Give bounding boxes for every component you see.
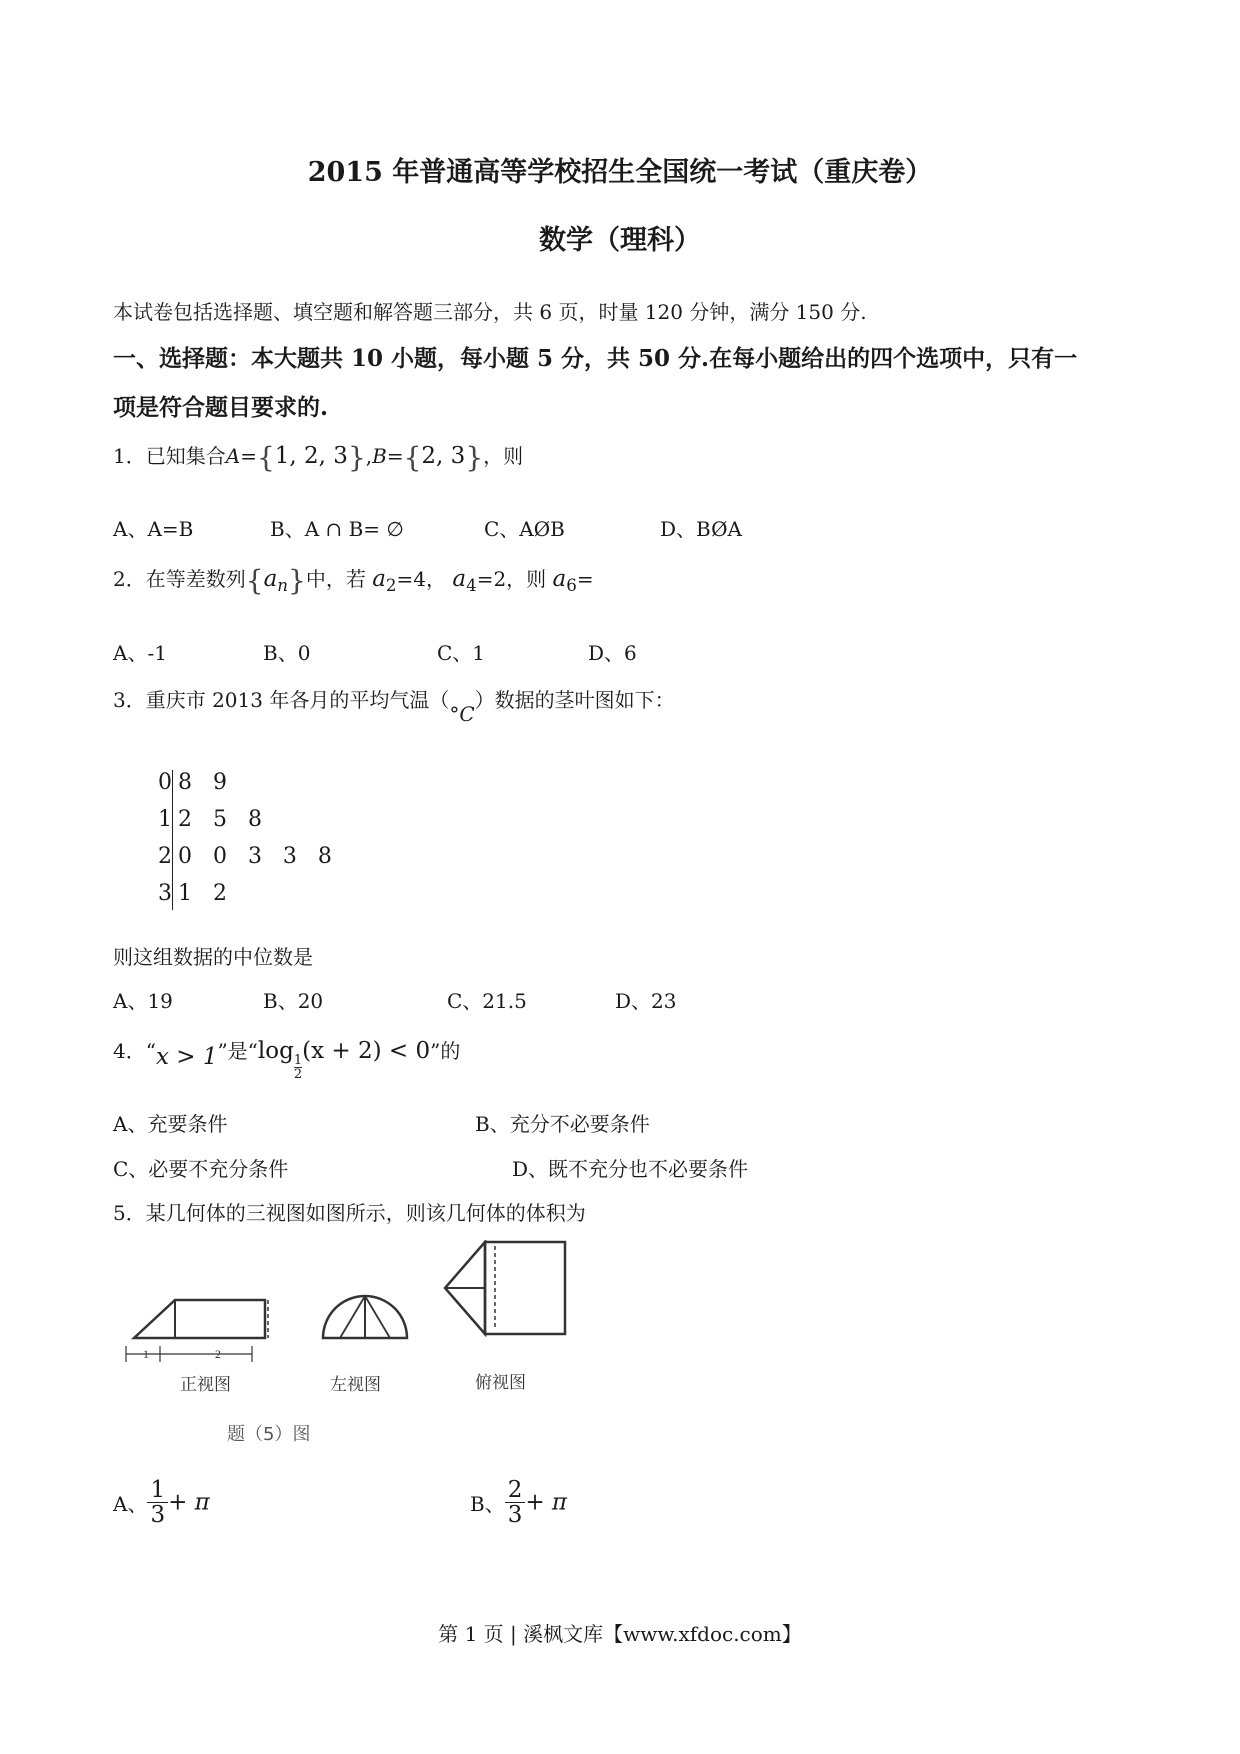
section1-heading-line2: 项是符合题目要求的. — [113, 394, 329, 421]
q4-log-base-num: 1 — [293, 1053, 303, 1068]
q1-option-d: D、BØA — [660, 517, 742, 541]
q2-option-b: B、0 — [263, 641, 311, 665]
q4-log-arg: (x + 2) < 0 — [302, 1038, 431, 1064]
q2-mid: 中，若 — [305, 567, 366, 591]
q5-option-b-tail: + π — [525, 1489, 568, 1516]
q4-stem — [113, 1035, 460, 1081]
q2-option-c: C、1 — [437, 641, 486, 665]
q2-a4-sub: 4 — [466, 576, 477, 595]
exam-title: 2015 年普通高等学校招生全国统一考试（重庆卷） — [307, 157, 933, 188]
stem-leaf-divider — [172, 770, 173, 910]
q5-option-b-den: 3 — [507, 1502, 523, 1529]
three-view-figure — [120, 1240, 620, 1460]
q4-suffix: ”的 — [430, 1039, 461, 1063]
q1-option-b: B、A ∩ B= ∅ — [270, 517, 404, 541]
q2-a6: a — [552, 566, 567, 592]
q3-text-before: 3．重庆市 2013 年各月的平均气温（ — [113, 688, 450, 712]
q2-seq: a — [263, 566, 278, 592]
q2-tail: = — [576, 567, 594, 591]
q3-option-a: A、19 — [113, 989, 173, 1013]
q1-option-c: C、AØB — [484, 517, 565, 541]
q2-a2-sub: 2 — [385, 576, 397, 595]
q1-set-a-name: A — [225, 444, 241, 468]
q1-set-a-values: 1, 2, 3 — [274, 443, 348, 469]
left-view-label: 左视图 — [330, 1375, 381, 1395]
q4-option-a: A、充要条件 — [113, 1112, 228, 1136]
q4-option-d: D、既不充分也不必要条件 — [512, 1157, 749, 1181]
q4-mid: ”是“ — [217, 1039, 258, 1063]
stem-2: 2 — [158, 844, 172, 869]
q2-stem: 2．在等差数列$\{a_n\}$中，若 $a_2=4$， $a_4=2$，则 $a_6=$ — [113, 564, 594, 597]
q2-seq-sub: n — [277, 576, 289, 595]
q2-option-d: D、6 — [588, 641, 637, 665]
page-footer: 第 1 页 | 溪枫文库【www.xfdoc.com】 — [438, 1622, 802, 1646]
q5-option-b-num: 2 — [505, 1478, 526, 1503]
intro-text: 本试卷包括选择题、填空题和解答题三部分，共 6 页，时量 120 分钟，满分 150 分. — [113, 300, 867, 324]
q3-stem — [113, 684, 675, 726]
q1-prefix: 1．已知集合 — [113, 444, 226, 468]
q1-suffix: ，则 — [483, 444, 524, 468]
dim-label-1: 1 — [143, 1347, 149, 1361]
stem-3: 3 — [158, 881, 172, 906]
q1-option-a: A、A=B — [113, 517, 194, 541]
q2-val1: =4， — [396, 567, 447, 591]
q5-option-a-num: 1 — [147, 1478, 168, 1503]
leaf-row-0: 8 9 — [178, 770, 227, 795]
q5-option-a-prefix: A、 — [113, 1492, 148, 1517]
exam-subtitle: 数学（理科） — [539, 225, 701, 256]
leaf-row-2: 0 0 3 3 8 — [178, 844, 332, 869]
q3-option-b: B、20 — [263, 989, 324, 1013]
q5-option-b-prefix: B、 — [470, 1492, 505, 1517]
q3-option-d: D、23 — [615, 989, 677, 1013]
leaf-row-1: 2 5 8 — [178, 807, 262, 832]
top-view-label: 俯视图 — [475, 1373, 526, 1393]
q2-prefix: 2．在等差数列 — [113, 567, 246, 591]
q4-log: log — [257, 1038, 294, 1064]
q5-option-a — [113, 1478, 210, 1527]
dim-label-2: 2 — [215, 1347, 221, 1361]
left-view — [323, 1296, 407, 1338]
q2-a6-sub: 6 — [566, 576, 577, 595]
figure-caption: 题（5）图 — [227, 1424, 311, 1445]
q2-a2: a — [372, 566, 386, 592]
q3-question: 则这组数据的中位数是 — [113, 945, 313, 969]
q5-option-b — [470, 1478, 567, 1527]
q3-option-c: C、21.5 — [447, 989, 527, 1013]
q3-unit: °C — [449, 702, 475, 726]
section1-heading-line1: 一、选择题：本大题共 10 小题，每小题 5 分，共 50 分.在每小题给出的四个选项中，只有一 — [113, 345, 1078, 372]
q1-stem: 1．已知集合A={1, 2, 3},B={2, 3}，则 — [113, 441, 524, 474]
q1-set-b-values: 2, 3 — [421, 443, 466, 469]
q4-log-base-den: 2 — [293, 1067, 303, 1082]
q4-option-c: C、必要不充分条件 — [113, 1157, 289, 1181]
q2-val2: =2，则 — [476, 567, 547, 591]
stem-1: 1 — [158, 807, 172, 832]
q5-stem: 5．某几何体的三视图如图所示，则该几何体的体积为 — [113, 1201, 586, 1225]
stem-0: 0 — [158, 770, 172, 795]
front-view-label: 正视图 — [180, 1375, 231, 1395]
q2-a4: a — [452, 566, 467, 592]
q2-option-a: A、-1 — [113, 641, 167, 665]
q5-option-a-den: 3 — [150, 1502, 166, 1529]
top-view — [445, 1242, 565, 1334]
q1-set-b-name: B — [372, 444, 387, 468]
q4-option-b: B、充分不必要条件 — [475, 1112, 650, 1136]
q3-text-after: ）数据的茎叶图如下： — [474, 688, 675, 712]
q4-cond1: x > 1 — [155, 1044, 218, 1070]
leaf-row-3: 1 2 — [178, 881, 227, 906]
q5-option-a-tail: + π — [168, 1489, 210, 1516]
q4-prefix: 4．“ — [113, 1039, 156, 1063]
